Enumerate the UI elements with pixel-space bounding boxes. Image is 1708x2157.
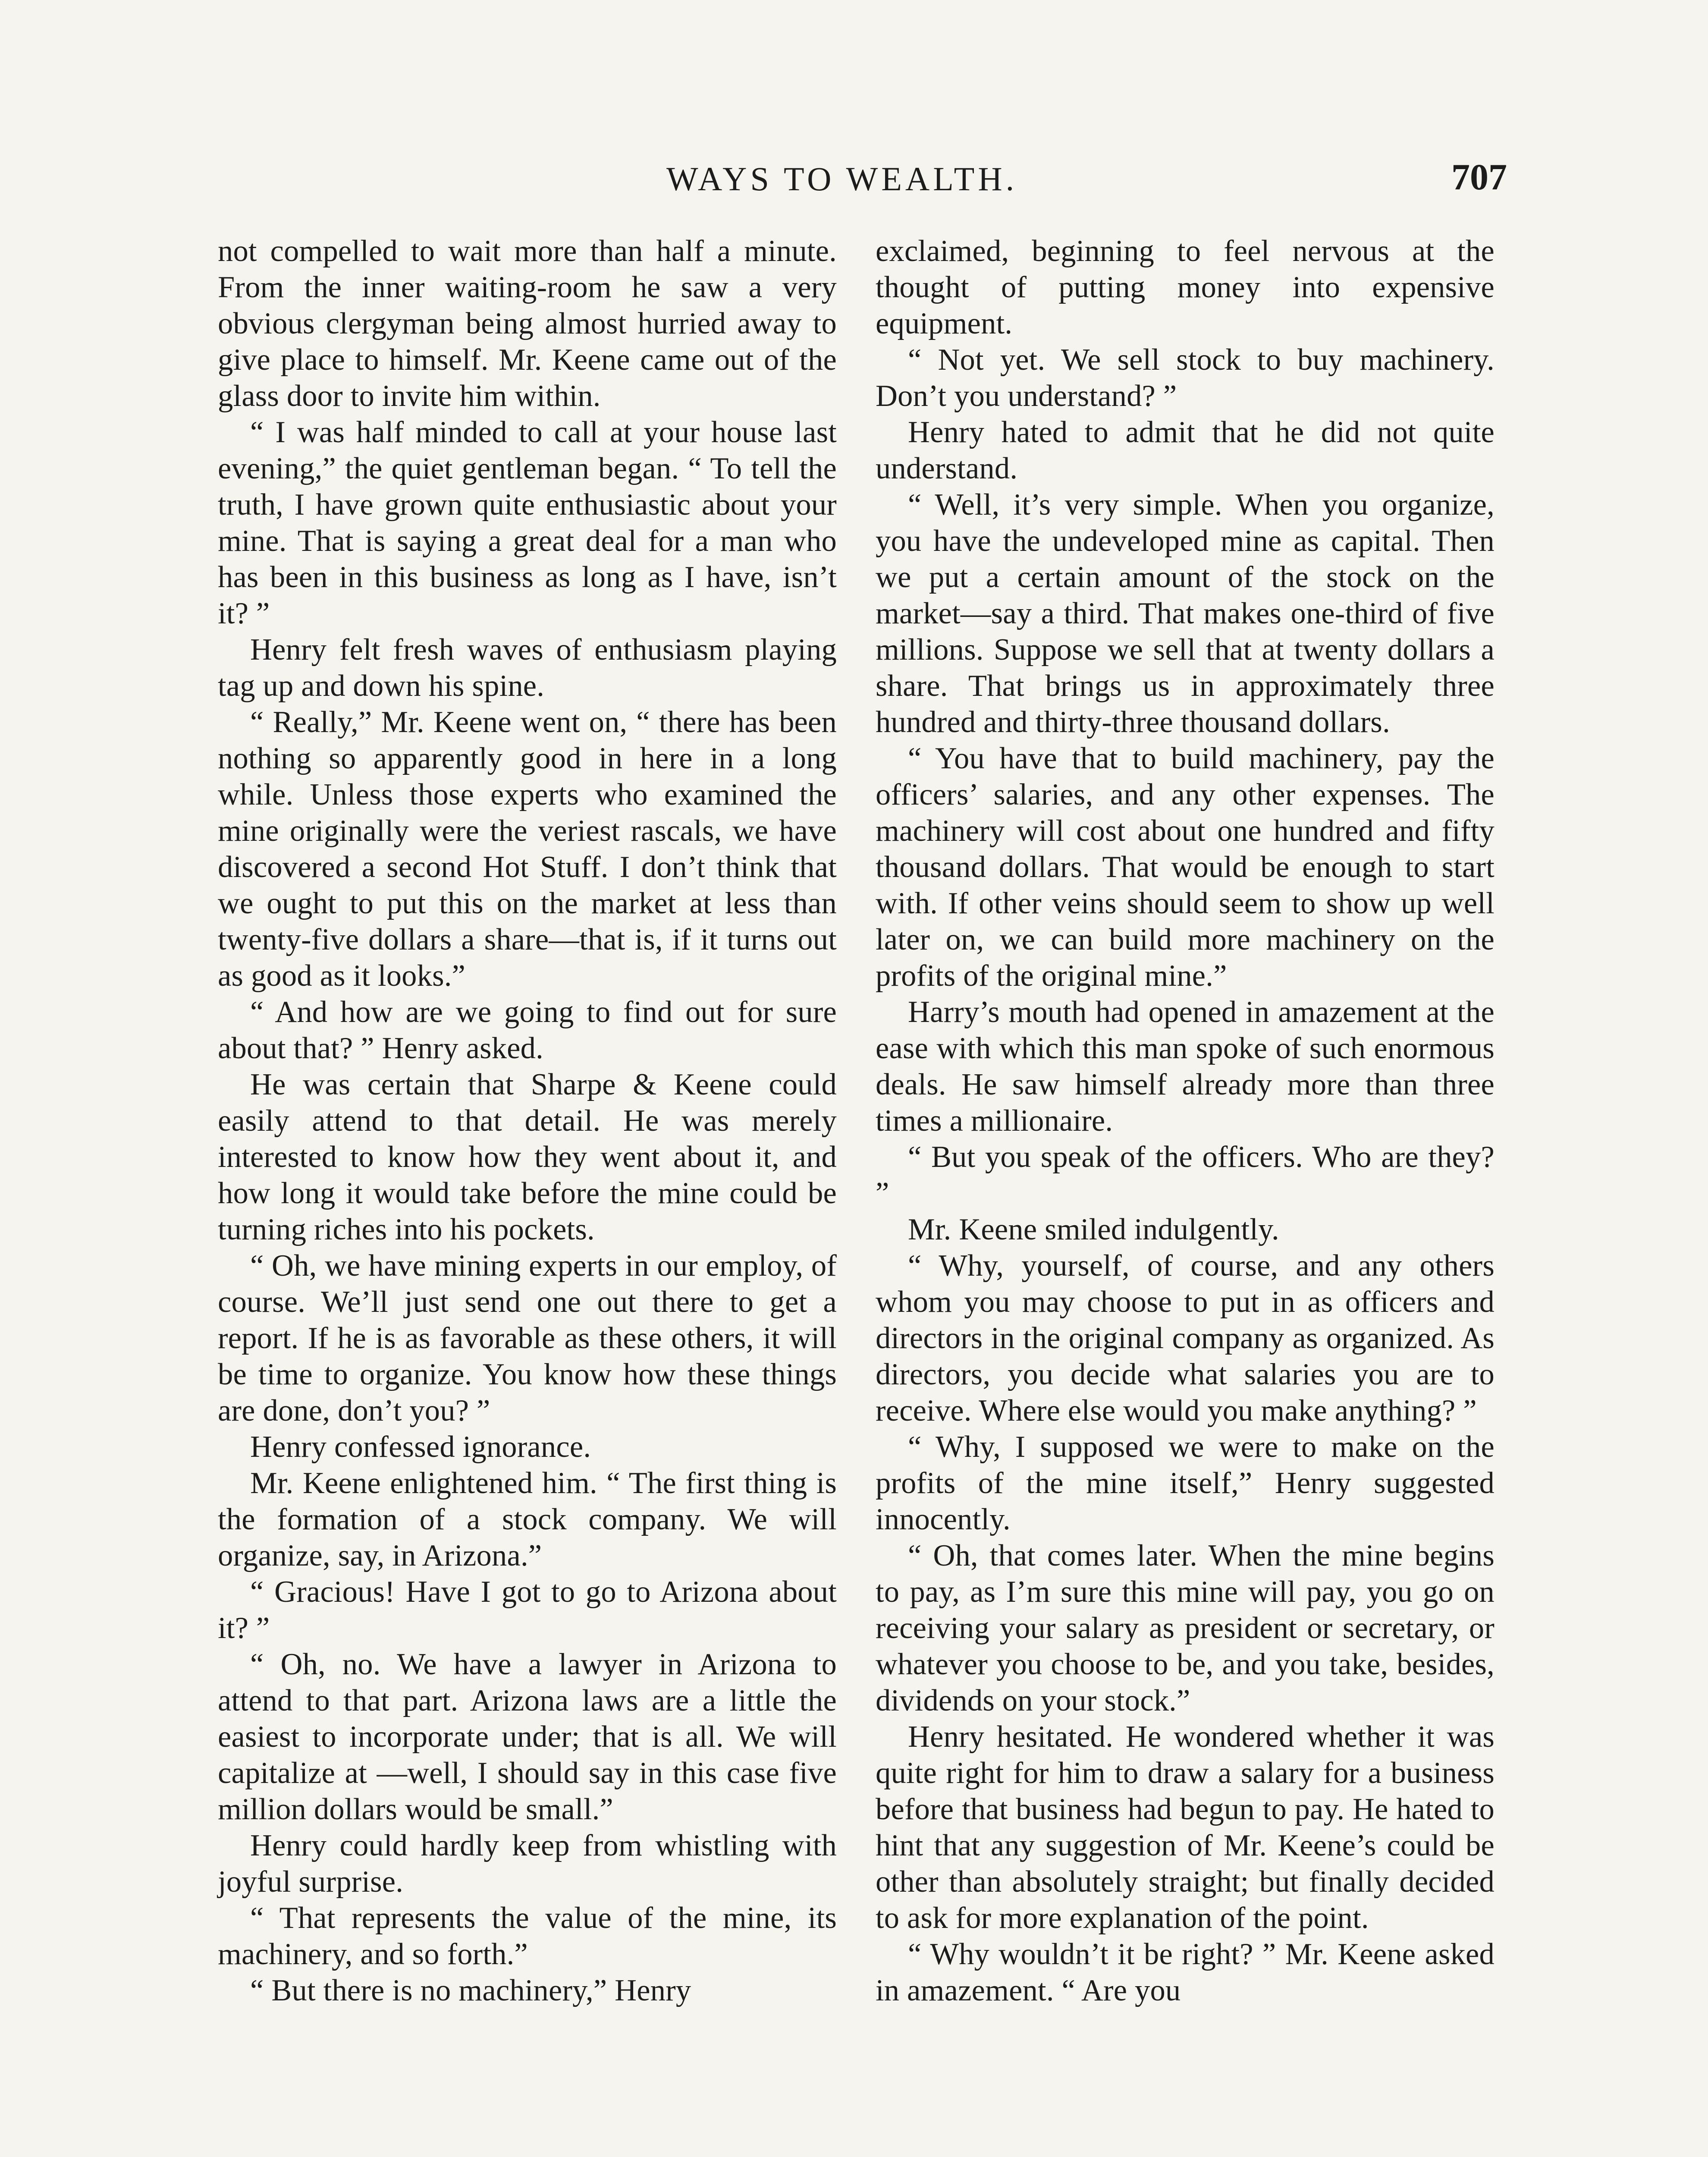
paragraph: Henry hesitated. He wondered whether it was quite right for him to draw a salary for a business before that business had begun to pay. He hated to hint that any suggestion of Mr. Keene’s could be other than absolutely straight; but finally decided to ask for more explanation of the point. — [876, 1720, 1494, 1935]
paragraph: “ Oh, we have mining experts in our employ, of course. We’ll just send one out there to get a report. If he is as favorable as these others, it will be time to organize. You know how these things are done, don’t you? ” — [218, 1249, 837, 1428]
paragraph: Harry’s mouth had opened in amazement at the ease with which this man spoke of such enormous deals. He saw himself already more than three times a millionaire. — [876, 995, 1494, 1138]
paragraph: “ I was half minded to call at your house last evening,” the quiet gentleman began. “ To tell the truth, I have grown quite enthusiastic about your mine. That is saying a great deal for a man who has been in this business as long as I have, isn’t it? ” — [218, 415, 837, 630]
paragraph: Mr. Keene enlightened him. “ The first thing is the formation of a stock company. We will organize, say, in Arizona.” — [218, 1466, 837, 1572]
page-header — [0, 155, 1708, 203]
paragraph: “ Oh, that comes later. When the mine begins to pay, as I’m sure this mine will pay, you go on receiving your salary as president or secretary, or whatever you choose to be, and you take, besides, dividends on your stock.” — [876, 1539, 1494, 1717]
paragraph: “ But you speak of the officers. Who are they? ” — [876, 1140, 1494, 1210]
running-title: WAYS TO WEALTH. — [666, 160, 1018, 198]
paragraph: Henry could hardly keep from whistling with joyful surprise. — [218, 1829, 837, 1899]
paragraph: “ But there is no machinery,” Henry — [250, 1974, 691, 2007]
paragraph: He was certain that Sharpe & Keene could easily attend to that detail. He was merely interested to know how they went about it, and how long it would take before the mine could be turning riches into his pockets. — [218, 1068, 837, 1246]
left-column — [218, 233, 837, 2009]
right-column — [876, 233, 1494, 2009]
paragraph: exclaimed, beginning to feel nervous at the thought of putting money into expensive equipment. — [876, 234, 1494, 340]
paragraph: “ Not yet. We sell stock to buy machinery. Don’t you understand? ” — [876, 343, 1494, 413]
paragraph: Henry confessed ignorance. — [250, 1430, 591, 1464]
paragraph: “ Why, yourself, of course, and any others whom you may choose to put in as officers and directors in the original company as organized. As directors, you decide what salaries you are to receive. Where else would you make anything? ” — [876, 1249, 1494, 1428]
paragraph: “ And how are we going to find out for sure about that? ” Henry asked. — [218, 995, 837, 1065]
paragraph: “ Well, it’s very simple. When you organize, you have the undeveloped mine as capital. Then we put a certain amount of the stock on the market—say a third. That makes one-third of five millions. Suppose we sell that at twenty dollars a share. That brings us in approximately three hundred and thirty-three thousand dollars. — [876, 488, 1494, 739]
paragraph: Mr. Keene smiled indulgently. — [908, 1213, 1279, 1246]
paragraph: “ Really,” Mr. Keene went on, “ there has been nothing so apparently good in here in a long while. Unless those experts who examined the mine originally were the veriest rascals, we have discovered a second Hot Stuff. I don’t think that we ought to put this on the market at less than twenty-five dollars a share—that is, if it turns out as good as it looks.” — [218, 705, 837, 993]
paragraph: “ Why, I supposed we were to make on the profits of the mine itself,” Henry suggested innocently. — [876, 1430, 1494, 1536]
paragraph: not compelled to wait more than half a minute. From the inner waiting-room he saw a very obvious clergyman being almost hurried away to give place to himself. Mr. Keene came out of the glass door to invite him within. — [218, 234, 837, 413]
paragraph: “ Gracious! Have I got to go to Arizona about it? ” — [218, 1575, 837, 1645]
paragraph: Henry hated to admit that he did not quite understand. — [876, 415, 1494, 485]
page-number: 707 — [1451, 156, 1507, 198]
paragraph: “ You have that to build machinery, pay the officers’ salaries, and any other expenses. The machinery will cost about one hundred and fifty thousand dollars. That would be enough to start with. If other veins should seem to show up well later on, we can build more machinery on the profits of the original mine.” — [876, 742, 1494, 993]
paragraph: “ That represents the value of the mine, its machinery, and so forth.” — [218, 1901, 837, 1971]
paragraph: “ Why wouldn’t it be right? ” Mr. Keene asked in amazement. “ Are you — [876, 1937, 1494, 2007]
paragraph: “ Oh, no. We have a lawyer in Arizona to attend to that part. Arizona laws are a little the easiest to incorporate under; that is all. We will capitalize at —well, I should say in this case five million dollars would be small.” — [218, 1648, 837, 1826]
paragraph: Henry felt fresh waves of enthusiasm playing tag up and down his spine. — [218, 633, 837, 703]
